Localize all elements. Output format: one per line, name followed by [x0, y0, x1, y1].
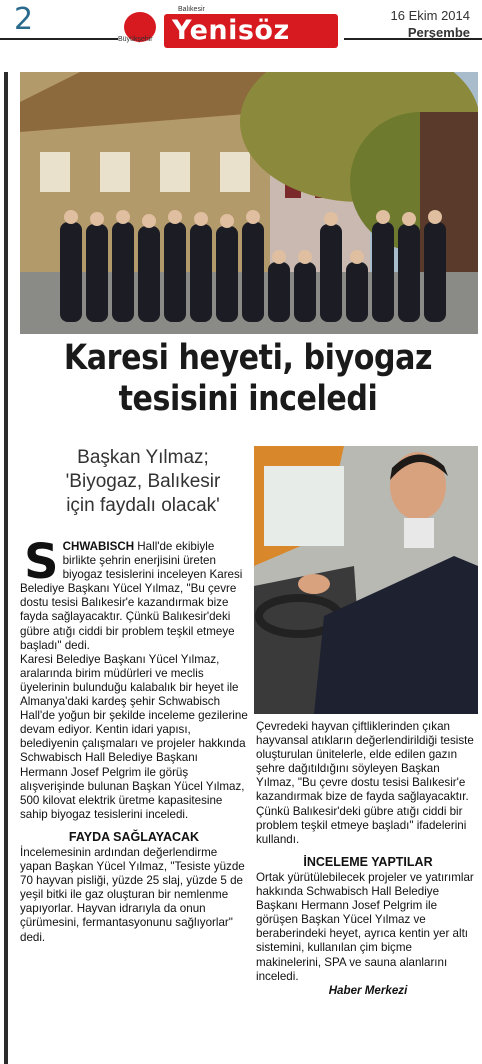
masthead [0, 0, 482, 56]
subheadline [38, 446, 248, 518]
group-photo [20, 72, 478, 334]
subhead-line: Başkan Yılmaz; [77, 447, 209, 468]
mayor-photo [254, 446, 478, 714]
author-signature: Haber Merkezi [328, 983, 408, 997]
paragraph: Ortak yürütülebilecek projeler ve yatırımlar hakkında Schwabisch Hall Belediye Başkanı Hermann Josef Pelgrim ile görüşen Başkan Yücel Yılmaz ve beraberindeki heyet, ayrıca kentin yer altı sistemini, kullanılan çim biçme makinelerini, SPA ve sauna alanlarını inceledi. [256, 870, 474, 983]
headline-line: Karesi heyeti, biyogaz [63, 338, 433, 378]
group-photo-image [20, 72, 478, 334]
subhead-line: için faydalı olacak' [66, 495, 220, 516]
header-rule-left [0, 38, 118, 40]
headline-line: tesisini inceledi [118, 379, 378, 419]
issue-date: 16 Ekim 2014 [390, 8, 470, 23]
logo-small-text: Balıkesir [178, 6, 205, 13]
logo-tagline: Büyükşehir [118, 36, 153, 43]
headline [47, 338, 449, 420]
logo-name: Yenisöz [172, 15, 290, 46]
mayor-photo-image [254, 446, 478, 714]
paragraph: Çevredeki hayvan çiftliklerinden çıkan hayvansal atıkların değerlendirildiği tesiste oluşturulan ünitelerle, elde edilen gazın şehre dağıtıldığını söyleyen Başkan Yılmaz, "Bu çevre dostu tesisi Balıkesir'e kazandırmak bize de fayda sağlayacaktır. Çünkü Balıkesir'deki gübre atığı ciddi bir problem teşkil etmeye başladı" ifadelerini kullandı. [256, 720, 474, 846]
lead-word: CHWABISCH [62, 540, 135, 553]
section-title: FAYDA SAĞLAYACAK [68, 829, 200, 844]
article-column-right [256, 720, 480, 998]
article-column-left [20, 534, 248, 945]
paragraph: İncelemesinin ardından değerlendirme yapan Başkan Yücel Yılmaz, "Tesiste yüzde 70 hayvan pisliği, yüzde 25 slaj, yüzde 5 de yeşil bitki ile gaz oluşturan bir nemlenme yapıyorlar. Hayvan idrarıyla da onun çürümesini, fermantasyonunu sağlıyorlar" dedi. [20, 845, 245, 944]
paragraph-text: Hall'de ekibiyle birlikte şehrin enerjisini üreten biyogaz tesislerini inceleyen Karesi Belediye Başkanı Yücel Yılmaz, "Bu çevre dostu tesisi Balıkesir'e kazandırmak bize fayda sağlayacaktır. Çünkü Balıkesir'deki gübre atığı ciddi bir problem teşkil etmeye başladı" dedi. [20, 540, 243, 652]
page-number: 2 [14, 2, 34, 37]
section-title: İNCELEME YAPTILAR [303, 854, 433, 869]
newspaper-logo [118, 6, 340, 48]
issue-weekday: Perşembe [407, 25, 470, 40]
paragraph: Karesi Belediye Başkanı Yücel Yılmaz, aralarında birim müdürleri ve meclis üyelerinin bulunduğu kalabalık bir heyet ile Almanya'daki kardeş şehir Schwabisch Hall'de yoğun bir şekilde inceleme gezilerine devam ediyor. Kentin idari yapısı, belediyenin çalışmaları ve projeler hakkında Schwabisch Hall Belediye Başkanı Hermann Josef Pelgrim ile görüş alışverişinde bulunan Başkan Yücel Yılmaz, 500 kilovat elektrik üretme kapasitesine sahip biyogaz tesislerini inceledi. [20, 652, 248, 821]
paragraph-intro [20, 534, 248, 653]
dropcap: S [24, 534, 59, 590]
subhead-line: 'Biyogaz, Balıkesir [65, 471, 221, 492]
left-margin-bar [4, 72, 8, 1064]
